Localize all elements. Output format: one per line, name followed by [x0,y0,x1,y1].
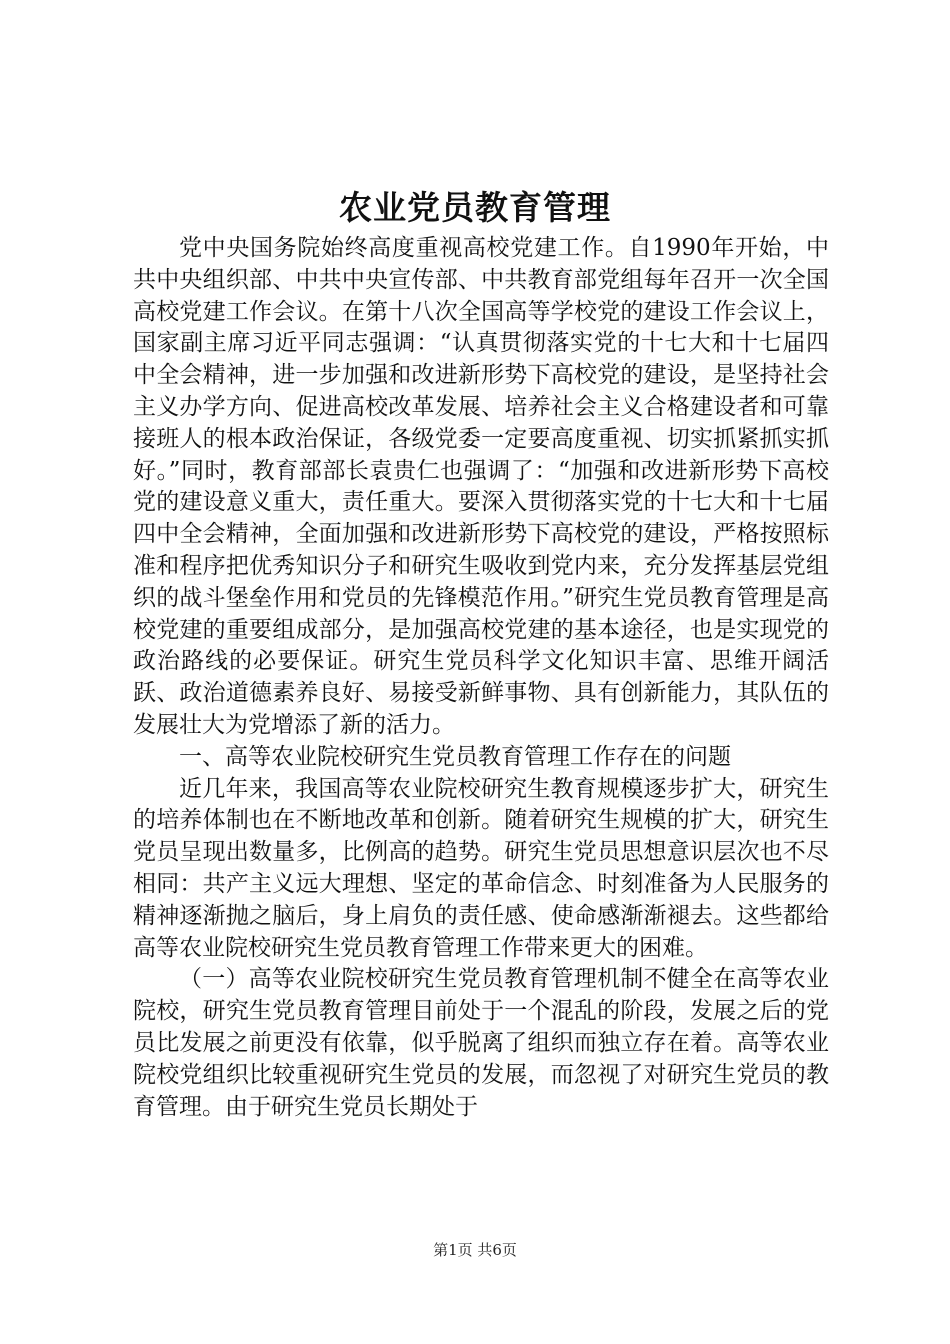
paragraph-subsection-1: （一）高等农业院校研究生党员教育管理机制不健全在高等农业院校，研究生党员教育管理目前处于一个混乱的阶段，发展之后的党员比发展之前更没有依靠，似乎脱离了组织而独立存在着。高等农业院校党组织比较重视研究生党员的发展，而忽视了对研究生党员的教育管理。由于研究生党员长期处于 [133,966,829,1120]
paragraph-section-1: 近几年来，我国高等农业院校研究生教育规模逐步扩大，研究生的培养体制也在不断地改革和创新。随着研究生规模的扩大，研究生党员呈现出数量多，比例高的趋势。研究生党员思想意识层次也不尽相同：共产主义远大理想、坚定的革命信念、时刻准备为人民服务的精神逐渐抛之脑后，身上肩负的责任感、使命感渐渐褪去。这些都给高等农业院校研究生党员教育管理工作带来更大的困难。 [133,775,829,961]
document-title: 农业党员教育管理 [339,188,611,227]
section-heading-1: 一、高等农业院校研究生党员教育管理工作存在的问题 [179,743,731,770]
page-footer: 第1页 共6页 [433,1241,517,1259]
document-body [133,233,829,1123]
paragraph-intro: 党中央国务院始终高度重视高校党建工作。自1990年开始，中共中央组织部、中共中央宣传部、中共教育部党组每年召开一次全国高校党建工作会议。在第十八次全国高等学校党的建设工作会议上，国家副主席习近平同志强调：“认真贯彻落实党的十七大和十七届四中全会精神，进一步加强和改进新形势下高校党的建设，是坚持社会主义办学方向、促进高校改革发展、培养社会主义合格建设者和可靠接班人的根本政治保证，各级党委一定要高度重视、切实抓紧抓实抓好。”同时，教育部部长袁贵仁也强调了：“加强和改进新形势下高校党的建设意义重大，责任重大。要深入贯彻落实党的十七大和十七届四中全会精神，全面加强和改进新形势下高校党的建设，严格按照标准和程序把优秀知识分子和研究生吸收到党内来，充分发挥基层党组织的战斗堡垒作用和党员的先锋模范作用。”研究生党员教育管理是高校党建的重要组成部分，是加强高校党建的基本途径，也是实现党的政治路线的必要保证。研究生党员科学文化知识丰富、思维开阔活跃、政治道德素养良好、易接受新鲜事物、具有创新能力，其队伍的发展壮大为党增添了新的活力。 [133,235,829,738]
